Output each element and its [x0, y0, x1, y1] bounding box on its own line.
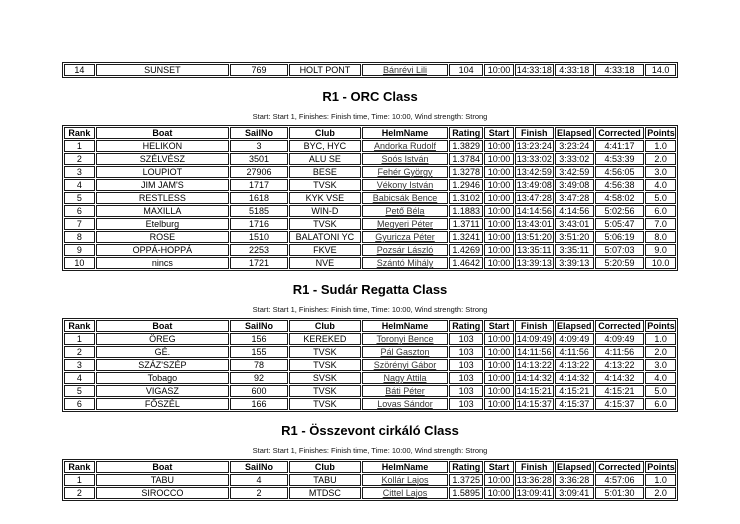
column-header: Club: [289, 461, 361, 473]
cell: 10:00: [484, 179, 514, 191]
cell: 4: [230, 474, 288, 486]
helm-name-link[interactable]: Szántó Mihály: [376, 258, 434, 268]
cell: 10: [64, 257, 95, 269]
cell: 4:56:05: [595, 166, 645, 178]
cell: TVSK: [289, 218, 361, 230]
cell: 14:13:22: [516, 360, 552, 370]
cell: 10:00: [484, 231, 514, 243]
cell: 13:36:28: [516, 475, 552, 485]
cell: 4:15:21: [555, 385, 594, 397]
cell: 2: [230, 487, 288, 499]
cell: 6: [64, 398, 95, 410]
cell: GÉ.: [96, 346, 229, 358]
cell: ROSE: [96, 231, 229, 243]
cell: 10:00: [484, 192, 514, 204]
cell: 5:07:03: [595, 244, 645, 256]
helm-name-link[interactable]: Megyeri Péter: [376, 219, 433, 229]
cell: 8.0: [645, 231, 676, 243]
column-header: Boat: [96, 461, 229, 473]
cell: WIN-D: [289, 205, 361, 217]
cell: 3:47:28: [555, 192, 594, 204]
helm-name-cell: [362, 359, 448, 371]
cell: 2: [64, 346, 95, 358]
cell: 2253: [230, 244, 288, 256]
column-header: Finish: [515, 461, 554, 473]
cell: 4:15:37: [595, 398, 645, 410]
cell: 2.0: [645, 487, 676, 499]
cell: HOLT PONT: [289, 64, 361, 76]
table-row: [64, 474, 676, 486]
cell: 14:14:32: [516, 373, 552, 383]
cell: 3:51:20: [555, 231, 594, 243]
race-conditions-text: Start: Start 1, Finishes: Finish time, Time: 10:00, Wind strength: Strong: [252, 305, 488, 314]
cell: 103: [449, 359, 483, 371]
helm-name-link[interactable]: Babicsák Bence: [372, 193, 438, 203]
cell: 104: [449, 64, 483, 76]
column-header: Elapsed: [555, 461, 594, 473]
column-header: Start: [484, 127, 514, 139]
helm-name-cell: [362, 487, 448, 499]
cell: 3501: [230, 153, 288, 165]
cell: RESTLESS: [96, 192, 229, 204]
cell: FKVE: [289, 244, 361, 256]
column-header: Rating: [449, 461, 483, 473]
table-row: [64, 166, 676, 178]
cell: ÖREG: [96, 333, 229, 345]
cell: 14:11:56: [515, 346, 554, 358]
cell: 3:35:11: [555, 244, 594, 256]
cell: BESE: [289, 166, 361, 178]
results-table: [62, 318, 678, 412]
helm-name-cell: [362, 205, 448, 217]
cell: TABU: [96, 474, 229, 486]
cell: 1: [64, 140, 95, 152]
cell: KYK VSE: [289, 192, 361, 204]
table-row: [64, 140, 676, 152]
cell: 3:23:24: [555, 140, 594, 152]
cell: 5.0: [645, 192, 676, 204]
helm-name-cell: [362, 140, 448, 152]
cell: KEREKED: [289, 333, 361, 345]
cell: 1.3278: [449, 166, 483, 178]
cell: 6.0: [645, 398, 676, 410]
cell: 3: [64, 166, 95, 178]
race-conditions-text: Start: Start 1, Finishes: Finish time, Time: 10:00, Wind strength: Strong: [252, 112, 488, 121]
cell: 10:00: [484, 64, 514, 76]
cell: TVSK: [289, 359, 361, 371]
cell: 10.0: [645, 257, 676, 269]
cell: 3:33:02: [555, 153, 594, 165]
helm-name-cell: [362, 218, 448, 230]
cell: 1.1883: [449, 205, 483, 217]
cell: 103: [449, 372, 483, 384]
cell: 5: [64, 192, 95, 204]
cell: 3:42:59: [555, 166, 594, 178]
column-header: Club: [289, 320, 361, 332]
cell: 4:33:18: [595, 64, 645, 76]
table-row: [64, 244, 676, 256]
cell: 1716: [230, 218, 288, 230]
helm-name-cell: [362, 257, 448, 269]
table-row: [64, 372, 676, 384]
table-row: [64, 231, 676, 243]
cell: 7.0: [645, 218, 676, 230]
table-row: [64, 218, 676, 230]
helm-name-link[interactable]: Vékony István: [376, 180, 434, 190]
cell: 2.0: [645, 153, 676, 165]
cell: 10:00: [484, 385, 514, 397]
cell: 1510: [230, 231, 288, 243]
cell: TVSK: [289, 385, 361, 397]
helm-name-cell: [362, 385, 448, 397]
cell: 4:15:21: [595, 385, 645, 397]
cell: 4:33:18: [555, 64, 594, 76]
cell: 3:39:13: [555, 257, 594, 269]
cell: 7: [64, 218, 95, 230]
helm-name-link[interactable]: Pál Gaszton: [380, 347, 430, 357]
column-header: SailNo: [230, 127, 288, 139]
cell: 769: [230, 64, 288, 76]
cell: HELIKON: [96, 140, 229, 152]
column-header: Start: [484, 461, 514, 473]
cell: 5:06:19: [595, 231, 645, 243]
results-table: [62, 459, 678, 501]
cell: 5:02:56: [595, 205, 645, 217]
section-osszevont-cirkalo-class: [62, 423, 678, 501]
helm-name-cell: [362, 179, 448, 191]
table-row: [64, 385, 676, 397]
cell: Etelburg: [96, 218, 229, 230]
cell: BALATONI YC: [289, 231, 361, 243]
cell: 1.0: [645, 474, 676, 486]
column-header: Points: [647, 321, 675, 331]
helm-name-link[interactable]: Toronyi Bence: [376, 334, 434, 344]
helm-name-cell: [362, 166, 448, 178]
cell: 1: [64, 474, 95, 486]
cell: 1.3102: [449, 192, 483, 204]
helm-name-link[interactable]: Fehér György: [377, 167, 433, 177]
cell: 13:09:41: [516, 488, 552, 498]
cell: 4:09:49: [595, 333, 645, 345]
cell: 4:56:38: [595, 179, 645, 191]
cell: 5185: [230, 205, 288, 217]
column-header: Boat: [96, 320, 229, 332]
cell: 4:11:56: [555, 346, 594, 358]
cell: 14:14:56: [516, 206, 552, 216]
cell: 4:13:22: [595, 359, 645, 371]
helm-name-cell: [362, 192, 448, 204]
cell: 1.3829: [449, 140, 483, 152]
cell: 1.0: [645, 140, 676, 152]
cell: 1.3725: [449, 474, 483, 486]
cell: JIM JAM'S: [96, 179, 229, 191]
cell: 10:00: [484, 140, 514, 152]
cell: 3: [64, 359, 95, 371]
table-row: [64, 333, 676, 345]
helm-name-cell: [362, 231, 448, 243]
race-conditions-text: Start: Start 1, Finishes: Finish time, Time: 10:00, Wind strength: Strong: [252, 446, 488, 455]
helm-name-link[interactable]: Andorka Rudolf: [373, 141, 437, 151]
column-header: Club: [289, 127, 361, 139]
helm-name-cell: [362, 244, 448, 256]
table-row: [64, 192, 676, 204]
column-header: Finish: [515, 127, 554, 139]
cell: 10:00: [484, 257, 514, 269]
cell: 14:15:37: [516, 399, 552, 409]
section-sudar-regatta-class: [62, 282, 678, 412]
cell: 10:00: [484, 359, 514, 371]
cell: 9.0: [645, 244, 676, 256]
cell: Tobago: [96, 372, 229, 384]
cell: 3: [230, 140, 288, 152]
cell: 3:36:28: [555, 474, 594, 486]
cell: 4:13:22: [555, 359, 594, 371]
helm-name-cell: [362, 346, 448, 358]
cell: 4: [64, 179, 95, 191]
cell: 1.3241: [449, 231, 483, 243]
column-header: HelmName: [362, 461, 448, 473]
cell: 10:00: [484, 346, 514, 358]
cell: 4.0: [645, 372, 676, 384]
cell: 10:00: [484, 398, 514, 410]
helm-name-cell: [362, 372, 448, 384]
cell: 13:23:24: [516, 141, 552, 151]
cell: 103: [449, 333, 483, 345]
cell: 4:53:39: [595, 153, 645, 165]
header-row: [64, 461, 676, 473]
column-header: Points: [647, 462, 675, 472]
table-row: [64, 153, 676, 165]
cell: 5:01:30: [595, 487, 645, 499]
cell: 3:09:41: [555, 487, 594, 499]
cell: MAXILLA: [96, 205, 229, 217]
cell: 6: [64, 205, 95, 217]
column-header: Elapsed: [555, 320, 594, 332]
column-header: Rank: [64, 461, 95, 473]
results-table: [62, 125, 678, 271]
cell: 13:47:28: [516, 193, 552, 203]
cell: 3.0: [645, 166, 676, 178]
cell: 10:00: [484, 372, 514, 384]
cell: 13:42:59: [516, 167, 552, 177]
column-header: HelmName: [362, 320, 448, 332]
column-header: Rating: [449, 127, 483, 139]
cell: 4:58:02: [595, 192, 645, 204]
helm-name-cell: [362, 64, 448, 76]
section-orc-class: [62, 89, 678, 271]
helm-name-link[interactable]: Soós István: [381, 154, 429, 164]
cell: 1.3711: [449, 218, 483, 230]
cell: 27906: [230, 166, 288, 178]
cell: 5:05:47: [595, 218, 645, 230]
helm-name-link[interactable]: Pető Béla: [385, 206, 425, 216]
section-title: R1 - Sudár Regatta Class: [292, 282, 448, 297]
column-header: Start: [484, 320, 514, 332]
helm-name-cell: [362, 398, 448, 410]
cell: 156: [230, 333, 288, 345]
column-header: Corrected: [595, 461, 645, 473]
table-row: [64, 205, 676, 217]
cell: 10:00: [484, 205, 514, 217]
cell: 1717: [230, 179, 288, 191]
cell: 14: [64, 64, 95, 76]
cell: 13:51:20: [516, 232, 552, 242]
table-row: [64, 64, 676, 76]
cell: 14.0: [645, 64, 676, 76]
column-header: Elapsed: [555, 127, 594, 139]
cell: TVSK: [289, 398, 361, 410]
helm-name-link[interactable]: Cittel Lajos: [382, 488, 428, 498]
cell: BYC, HYC: [289, 140, 361, 152]
column-header: Rating: [449, 320, 483, 332]
column-header: SailNo: [230, 461, 288, 473]
cell: 1.0: [645, 333, 676, 345]
cell: FŐSZÉL: [96, 398, 229, 410]
cell: 2: [64, 153, 95, 165]
cell: 4:41:17: [595, 140, 645, 152]
cell: 8: [64, 231, 95, 243]
cell: OPPÁ-HOPPÁ: [96, 244, 229, 256]
cell: 10:00: [484, 333, 514, 345]
cell: 4: [64, 372, 95, 384]
helm-name-link[interactable]: Nagy Attila: [383, 373, 427, 383]
cell: SIROCCO: [96, 487, 229, 499]
column-header: Rank: [64, 127, 95, 139]
section-title: R1 - Összevont cirkáló Class: [281, 423, 459, 438]
cell: 103: [449, 398, 483, 410]
cell: 13:43:01: [516, 219, 552, 229]
cell: 4.0: [645, 179, 676, 191]
cell: 3.0: [645, 359, 676, 371]
column-header: Corrected: [595, 127, 645, 139]
cell: 4:09:49: [555, 333, 594, 345]
cell: 13:33:02: [516, 154, 552, 164]
column-header: Boat: [96, 127, 229, 139]
cell: 103: [449, 346, 483, 358]
cell: 6.0: [645, 205, 676, 217]
cell: 1.2946: [449, 179, 483, 191]
cell: 1721: [230, 257, 288, 269]
helm-name-link[interactable]: Gyuricza Péter: [375, 232, 435, 242]
cell: 4:14:56: [555, 205, 594, 217]
helm-name-link[interactable]: Lovas Sándor: [377, 399, 433, 409]
table-row: [64, 179, 676, 191]
cell: 14:15:21: [516, 386, 552, 396]
helm-name-link[interactable]: Kollár Lajos: [381, 475, 429, 485]
cell: 10:00: [484, 487, 514, 499]
cell: 78: [230, 359, 288, 371]
header-row: [64, 127, 676, 139]
column-header: HelmName: [362, 127, 448, 139]
cell: 3:49:08: [555, 179, 594, 191]
cell: 10:00: [484, 474, 514, 486]
cell: LOUPIOT: [96, 166, 229, 178]
helm-name-link[interactable]: Báti Péter: [385, 386, 425, 396]
cell: 10:00: [484, 166, 514, 178]
cell: 13:35:11: [515, 244, 554, 256]
cell: 4:14:32: [595, 372, 645, 384]
cell: 9: [64, 244, 95, 256]
cell: SUNSET: [96, 64, 229, 76]
cell: 13:39:13: [516, 258, 552, 268]
cell: 103: [449, 385, 483, 397]
cell: 3:43:01: [555, 218, 594, 230]
cell: 1.5895: [449, 487, 483, 499]
column-header: SailNo: [230, 320, 288, 332]
table-row: [64, 257, 676, 269]
cell: 5.0: [645, 385, 676, 397]
cell: 1.3784: [449, 153, 483, 165]
table-row: [64, 398, 676, 410]
table-row: [64, 359, 676, 371]
cell: 2: [64, 487, 95, 499]
column-header: Rank: [64, 320, 95, 332]
carryover-results-table: [62, 62, 678, 78]
cell: TABU: [289, 474, 361, 486]
cell: SZÉLVÉSZ: [96, 153, 229, 165]
cell: 2.0: [645, 346, 676, 358]
cell: 1: [64, 333, 95, 345]
cell: 1618: [230, 192, 288, 204]
cell: TVSK: [289, 179, 361, 191]
cell: 4:11:56: [595, 346, 645, 358]
cell: 5:20:59: [595, 257, 645, 269]
cell: nincs: [96, 257, 229, 269]
column-header: Corrected: [595, 320, 645, 332]
cell: VIGASZ: [96, 385, 229, 397]
cell: 13:49:08: [516, 180, 552, 190]
column-header: Finish: [515, 320, 554, 332]
cell: MTDSC: [289, 487, 361, 499]
cell: 600: [230, 385, 288, 397]
cell: 155: [230, 346, 288, 358]
cell: NVE: [289, 257, 361, 269]
column-header: Points: [647, 128, 675, 138]
cell: 4:14:32: [555, 372, 594, 384]
cell: 10:00: [484, 153, 514, 165]
cell: ALU SE: [289, 153, 361, 165]
cell: 4:15:37: [555, 398, 594, 410]
helm-name-cell: [362, 333, 448, 345]
helm-name-cell: [362, 474, 448, 486]
table-row: [64, 487, 676, 499]
cell: SVSK: [289, 372, 361, 384]
cell: 5: [64, 385, 95, 397]
cell: 14:09:49: [516, 334, 552, 344]
cell: 92: [230, 372, 288, 384]
cell: SZÁZ'SZÉP: [96, 359, 229, 371]
table-row: [64, 346, 676, 358]
header-row: [64, 320, 676, 332]
cell: 10:00: [484, 218, 514, 230]
cell: 1.4642: [449, 257, 483, 269]
cell: 14:33:18: [516, 65, 552, 75]
cell: TVSK: [289, 346, 361, 358]
helm-name-link[interactable]: Pozsár László: [376, 245, 434, 255]
section-title: R1 - ORC Class: [322, 89, 418, 104]
cell: 10:00: [484, 244, 514, 256]
cell: 1.4269: [449, 244, 483, 256]
cell: 166: [230, 398, 288, 410]
cell: 4:57:06: [595, 474, 645, 486]
helm-name-link[interactable]: Szörényi Gábor: [373, 360, 437, 370]
helm-name-link[interactable]: Bánrévi Lili: [382, 65, 427, 75]
helm-name-cell: [362, 153, 448, 165]
